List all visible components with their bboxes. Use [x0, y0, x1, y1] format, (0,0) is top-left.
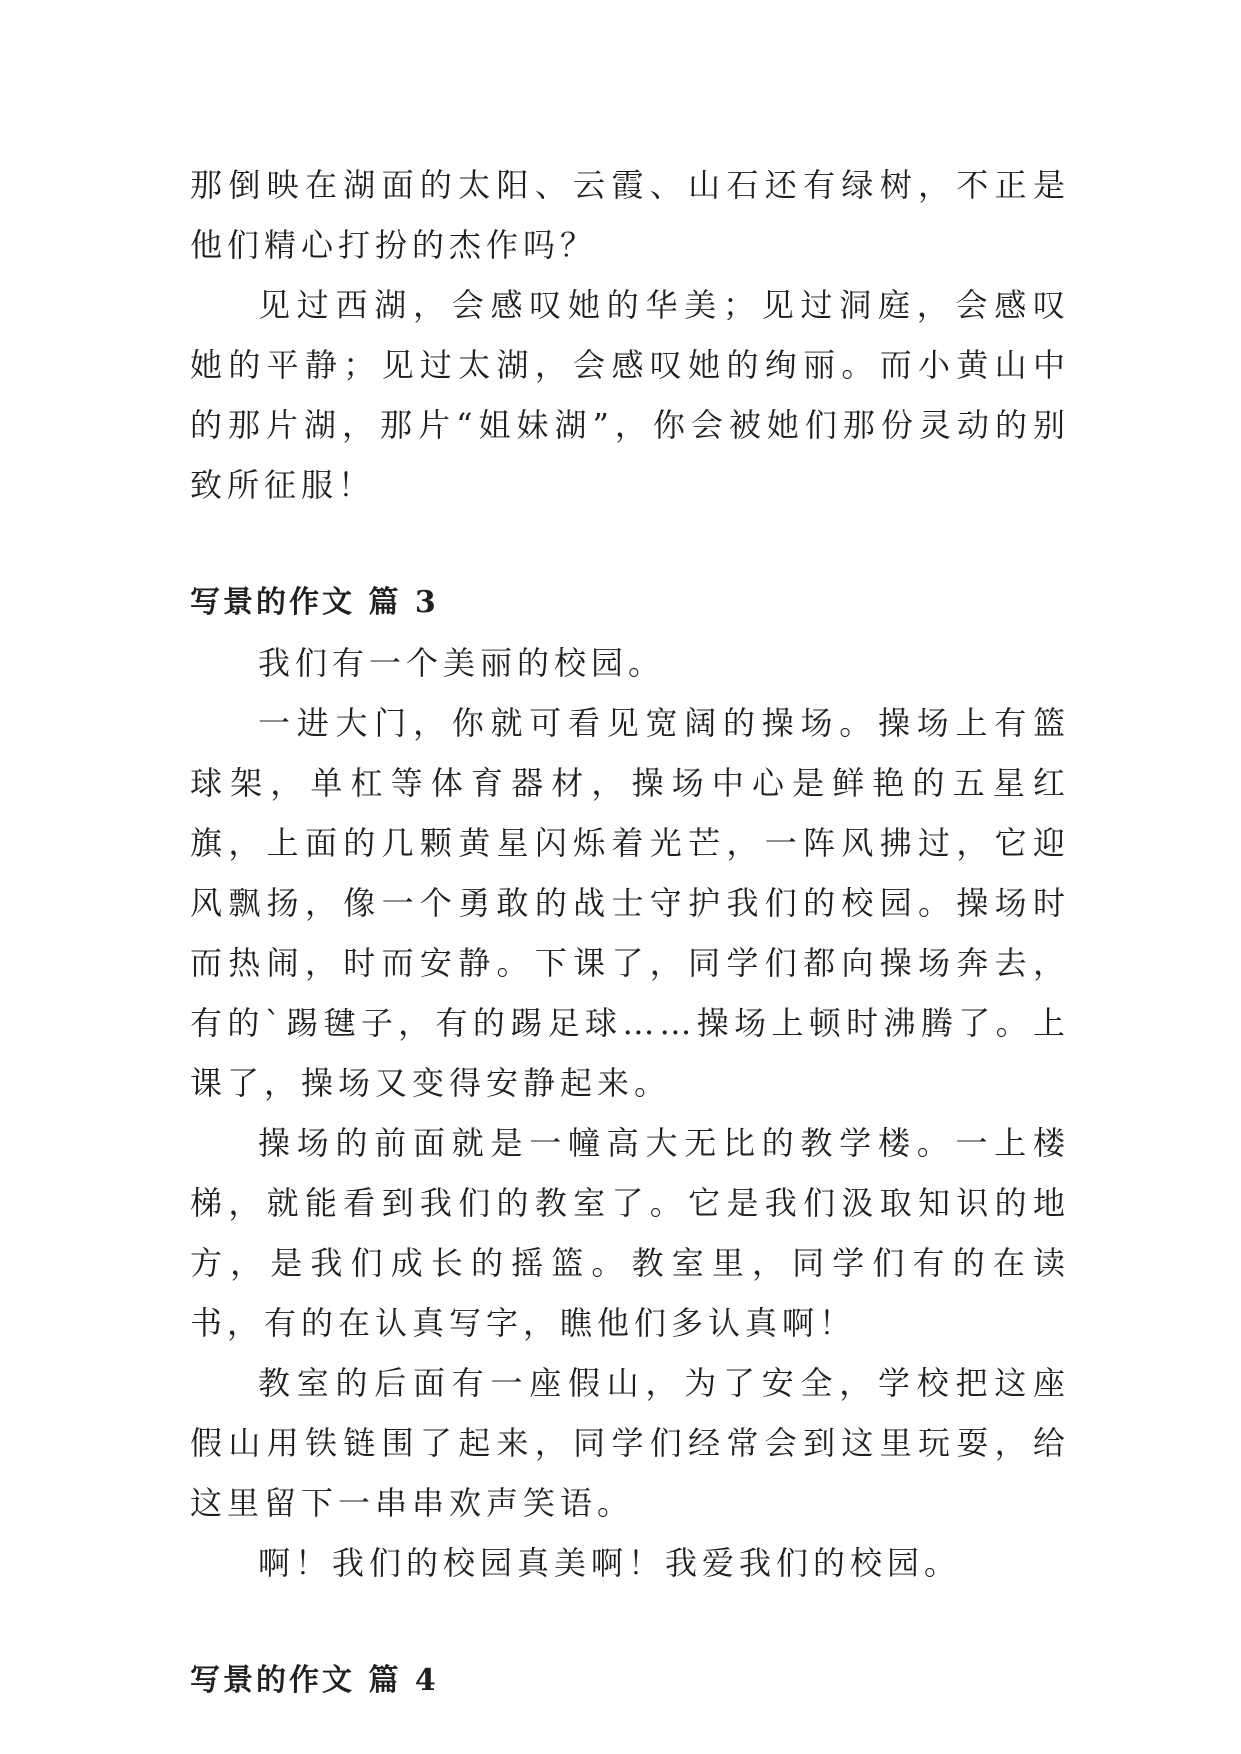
paragraph-lake-reflection: 那倒映在湖面的太阳、云霞、山石还有绿树，不正是他们精心打扮的杰作吗？ [190, 166, 1070, 264]
section-heading-3: 写景的作文 篇 3 [190, 585, 439, 620]
paragraph-campus-intro: 我们有一个美丽的校园。 [258, 644, 666, 682]
paragraph-sister-lakes: 见过西湖，会感叹她的华美；见过洞庭，会感叹她的平静；见过太湖，会感叹她的绚丽。而小黄山中的那片湖，那片“姐妹湖”，你会被她们那份灵动的别致所征服！ [190, 286, 1070, 504]
document-body [190, 155, 1070, 1711]
paragraph-playground: 一进大门，你就可看见宽阔的操场。操场上有篮球架，单杠等体育器材，操场中心是鲜艳的五星红旗，上面的几颗黄星闪烁着光芒，一阵风拂过，它迎风飘扬，像一个勇敢的战士守护我们的校园。操场时而热闹，时而安静。下课了，同学们都向操场奔去，有的`踢毽子，有的踢足球……操场上顿时沸腾了。上课了，操场又变得安静起来。 [190, 704, 1070, 1102]
paragraph-rockery: 教室的后面有一座假山，为了安全，学校把这座假山用铁链围了起来，同学们经常会到这里玩耍，给这里留下一串串欢声笑语。 [190, 1364, 1070, 1522]
section-heading-4: 写景的作文 篇 4 [190, 1663, 439, 1698]
paragraph-teaching-building: 操场的前面就是一幢高大无比的教学楼。一上楼梯，就能看到我们的教室了。它是我们汲取知识的地方，是我们成长的摇篮。教室里，同学们有的在读书，有的在认真写字，瞧他们多认真啊！ [190, 1124, 1070, 1342]
paragraph-conclusion: 啊！我们的校园真美啊！我爱我们的校园。 [258, 1544, 962, 1582]
